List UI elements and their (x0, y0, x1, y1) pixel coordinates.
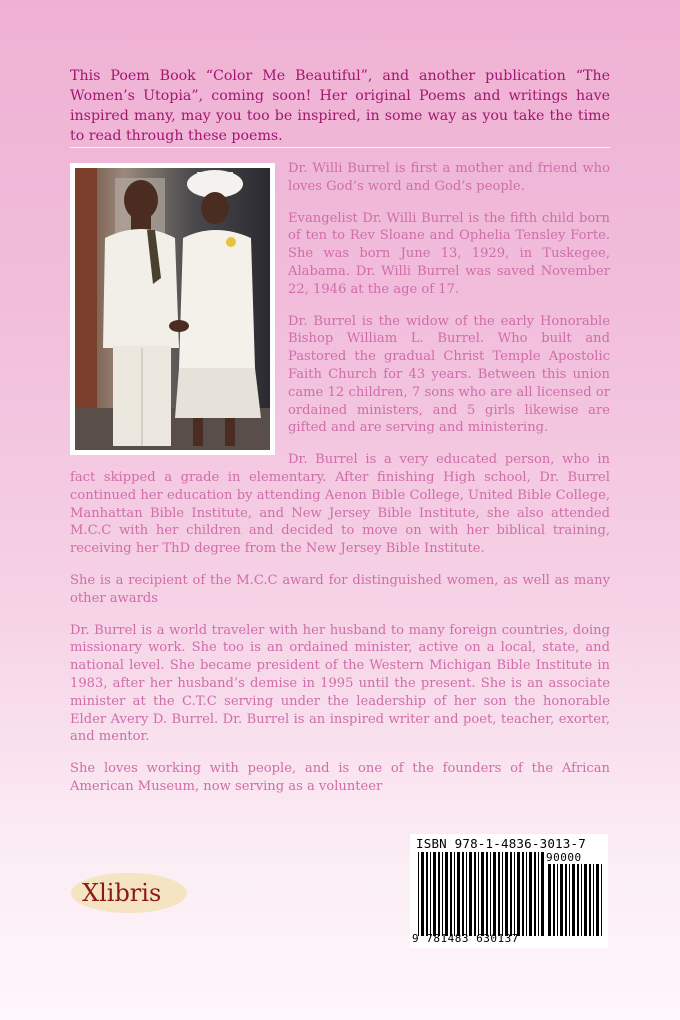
bio-paragraph-2: Evangelist Dr. Willi Burrel is the fifth child born of ten to Rev Sloane and Ophelia Tensley Forte. She was born June 13, 1929, in Tuskegee, Alabama. Dr. Willi Burrel was saved November 22, 1946 at the age of 17. (288, 210, 610, 297)
logo-text: Xlibris (82, 879, 162, 907)
barcode-bar (581, 864, 582, 936)
barcode-bar (526, 852, 527, 936)
bio-paragraph-7: She loves working with people, and is one of the founders of the African American Museum, now serving as a volunteer (70, 761, 610, 794)
bio-paragraph-6: Dr. Burrel is a world traveler with her husband to many foreign countries, doing missionary work. She too is an ordained minister, active on a local, state, and national level. She became president of the Western Michigan Bible Institute in 1983, after her husband’s demise in 1995 until the present. She is an associate minister at the C.T.C serving under the leadership of her son the honorable Elder Avery D. Burrel. Dr. Burrel is an inspired writer and poet, teacher, exorter, and mentor. (70, 622, 610, 745)
barcode-bar (553, 864, 555, 936)
isbn-barcode (410, 834, 608, 948)
barcode-bar (438, 852, 440, 936)
barcode-bar (490, 852, 491, 936)
divider-line (70, 147, 610, 148)
barcode-bar (474, 852, 476, 936)
barcode-bar (593, 864, 594, 936)
photo-text-wrap-spacer (70, 160, 288, 457)
ean-barcode-bars (418, 852, 546, 936)
barcode-bar (565, 864, 567, 936)
intro-blurb: This Poem Book “Color Me Beautiful”, and another publication “The Women’s Utopia”, coming soon! Her original Poems and writings have inspired many, may you too be inspired, in some way as you take the time to read through these poems. (70, 68, 610, 144)
ean-number-label: 9 781483 630137 (412, 932, 519, 945)
publisher-logo (68, 868, 190, 918)
barcode-bar (486, 852, 488, 936)
bio-paragraph-1: Dr. Willi Burrel is first a mother and friend who loves God’s word and God’s people. (288, 161, 610, 194)
barcode-bar (430, 852, 431, 936)
bio-paragraph-5: She is a recipient of the M.C.C award for distinguished women, as well as many other awards (70, 572, 610, 606)
barcode-bar (572, 864, 575, 936)
barcode-bar (493, 852, 496, 936)
bio-paragraph-3: Dr. Burrel is the widow of the early Honorable Bishop William L. Burrel. Who built and Pastored the gradual Christ Temple Apostolic Faith Church for 43 years. Between this union came 12 children, 7 sons who are all licensed or ordained ministers, and 5 girls likewise are gifted and are serving and ministering. (288, 313, 610, 436)
barcode-bar (548, 864, 551, 936)
barcode-bar (466, 852, 467, 936)
barcode-bar (538, 852, 539, 936)
barcode-bar (469, 852, 472, 936)
barcode-bar (445, 852, 448, 936)
barcode-bar (534, 852, 536, 936)
barcode-bar (510, 852, 512, 936)
barcode-bar (577, 864, 579, 936)
barcode-bar (498, 852, 500, 936)
barcode-bar (517, 852, 520, 936)
addon-barcode-bars (548, 864, 602, 936)
barcode-bar (502, 852, 503, 936)
author-bio (70, 160, 610, 810)
barcode-bar (478, 852, 479, 936)
barcode-bar (450, 852, 452, 936)
barcode-bar (462, 852, 464, 936)
barcode-bar (514, 852, 515, 936)
barcode-bar (596, 864, 599, 936)
barcode-bar (522, 852, 524, 936)
barcode-bar (601, 864, 602, 936)
barcode-bar (589, 864, 591, 936)
barcode-bar (505, 852, 508, 936)
barcode-bar (426, 852, 428, 936)
barcode-bar (442, 852, 443, 936)
price-code-label: 90000 (546, 851, 582, 864)
barcode-bar (529, 852, 532, 936)
barcode-bar (454, 852, 455, 936)
bio-paragraph-4: Dr. Burrel is a very educated person, who in fact skipped a grade in elementary. After finishing High school, Dr. Burrel continued her education by attending Aenon Bible College, United Bible College, Manhattan Bible Institute, and New Jersey Bible Institute, she also attended M.C.C with her children and decided to move on with her biblical training, receiving her ThD degree from the New Jersey Bible Institute. (70, 452, 610, 557)
barcode-bar (569, 864, 570, 936)
barcode-bar (584, 864, 587, 936)
barcode-bar (457, 852, 460, 936)
barcode-bar (418, 852, 419, 936)
barcode-bar (557, 864, 558, 936)
barcode-bar (421, 852, 424, 936)
barcode-bar (541, 852, 544, 936)
barcode-bar (560, 864, 563, 936)
isbn-label: ISBN 978-1-4836-3013-7 (416, 836, 586, 851)
barcode-bar (433, 852, 436, 936)
barcode-bar (481, 852, 484, 936)
